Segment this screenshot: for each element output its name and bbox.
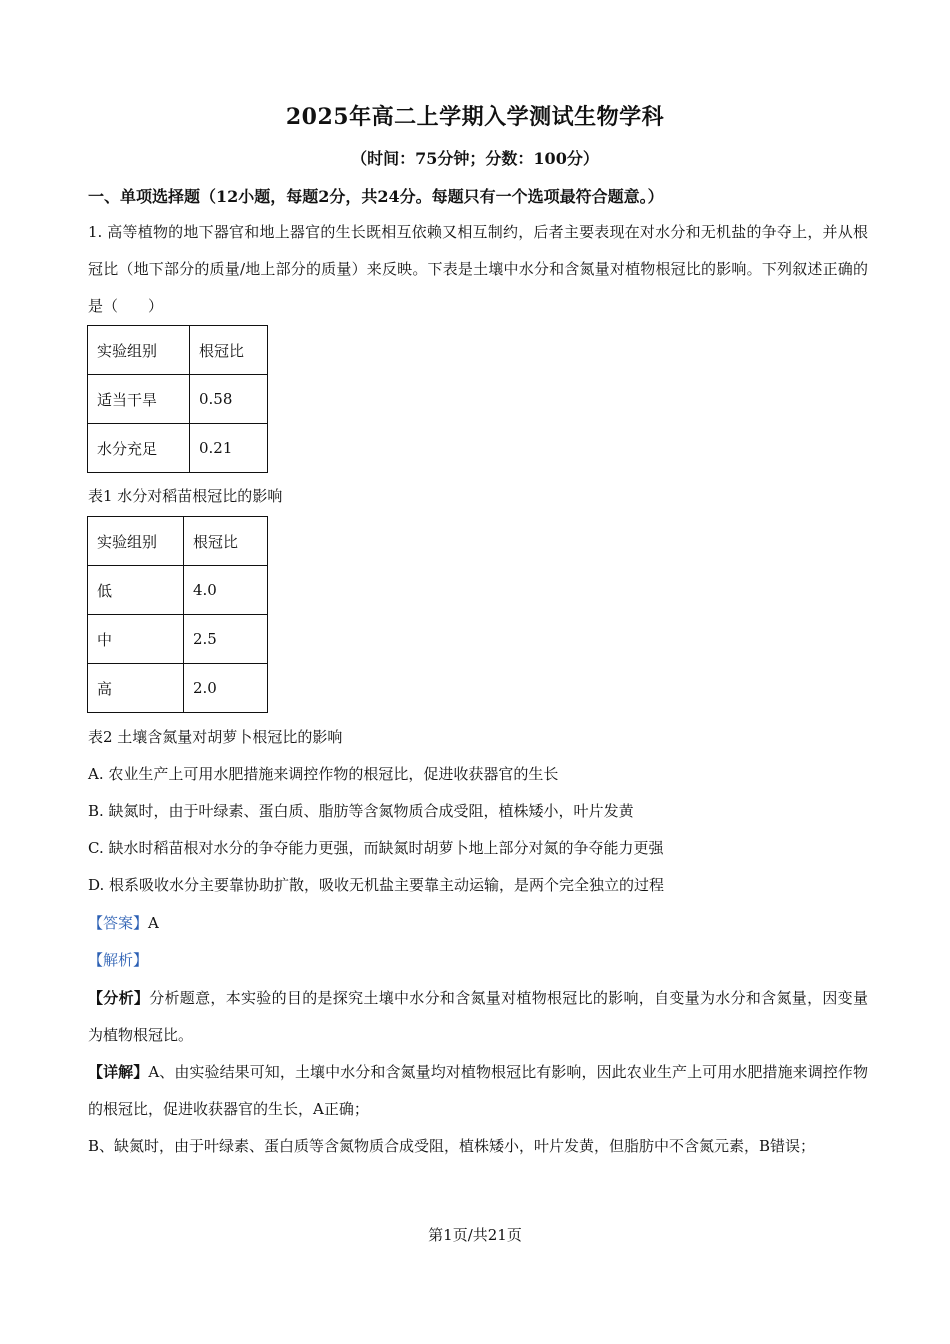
table-header-cell: 根冠比 xyxy=(190,326,268,375)
option-d: D. 根系吸收水分主要靠协助扩散，吸收无机盐主要靠主动运输，是两个完全独立的过程 xyxy=(88,876,665,894)
table-cell: 0.21 xyxy=(190,424,268,473)
option-a: A. 农业生产上可用水肥措施来调控作物的根冠比，促进收获器官的生长 xyxy=(88,765,559,783)
table-cell: 2.5 xyxy=(184,615,268,664)
page-number: 第1页/共21页 xyxy=(428,1226,522,1244)
answer-value: A xyxy=(148,914,159,932)
option-b: B. 缺氮时，由于叶绿素、蛋白质、脂肪等含氮物质合成受阻，植株矮小，叶片发黄 xyxy=(88,802,634,820)
option-c: C. 缺水时稻苗根对水分的争夺能力更强，而缺氮时胡萝卜地上部分对氮的争夺能力更强 xyxy=(88,839,664,857)
fenxi-paragraph xyxy=(88,980,868,1054)
xiangjie-text-a: A、由实验结果可知，土壤中水分和含氮量均对植物根冠比有影响，因此农业生产上可用水肥措施来调控作物的根冠比，促进收获器官的生长，A正确； xyxy=(88,1063,868,1118)
analysis-line xyxy=(88,948,868,972)
xiangjie-paragraph-a xyxy=(88,1054,868,1128)
table-header-row xyxy=(88,517,268,566)
table-header-cell: 实验组别 xyxy=(88,326,190,375)
table-nitrogen-effect xyxy=(87,516,268,713)
xiangjie-label: 【详解】 xyxy=(88,1063,149,1081)
table-header-cell: 实验组别 xyxy=(88,517,184,566)
page-title: 2025年高二上学期入学测试生物学科 xyxy=(285,104,665,130)
table-cell: 2.0 xyxy=(184,664,268,713)
answer-label: 【答案】 xyxy=(88,914,149,932)
table-row xyxy=(88,375,268,424)
table-header-cell: 根冠比 xyxy=(184,517,268,566)
table-water-effect xyxy=(87,325,268,473)
table2-caption: 表2 土壤含氮量对胡萝卜根冠比的影响 xyxy=(88,728,343,746)
table-cell: 适当干旱 xyxy=(88,375,190,424)
table-row xyxy=(88,566,268,615)
analysis-label: 【解析】 xyxy=(88,951,149,969)
table1-caption: 表1 水分对稻苗根冠比的影响 xyxy=(88,487,283,505)
xiangjie-paragraph-b: B、缺氮时，由于叶绿素、蛋白质等含氮物质合成受阻，植株矮小，叶片发黄，但脂肪中不含氮元素，B错误； xyxy=(88,1137,816,1155)
fenxi-label: 【分析】 xyxy=(88,989,150,1007)
table-cell: 水分充足 xyxy=(88,424,190,473)
table-cell: 中 xyxy=(88,615,184,664)
exam-info: （时间：75分钟；分数：100分） xyxy=(351,149,599,168)
table-cell: 高 xyxy=(88,664,184,713)
fenxi-text: 分析题意，本实验的目的是探究土壤中水分和含氮量对植物根冠比的影响，自变量为水分和含氮量，因变量为植物根冠比。 xyxy=(88,989,868,1044)
section-heading: 一、单项选择题（12小题，每题2分，共24分。每题只有一个选项最符合题意。） xyxy=(88,187,664,206)
table-cell: 4.0 xyxy=(184,566,268,615)
table-header-row xyxy=(88,326,268,375)
table-row xyxy=(88,615,268,664)
question-stem: 1. 高等植物的地下器官和地上器官的生长既相互依赖又相互制约，后者主要表现在对水分和无机盐的争夺上，并从根冠比（地下部分的质量/地上部分的质量）来反映。下表是土壤中水分和含氮量对植物根冠比的影响。下列叙述正确的是（ ） xyxy=(88,223,868,315)
table-row xyxy=(88,664,268,713)
table-cell: 0.58 xyxy=(190,375,268,424)
table-cell: 低 xyxy=(88,566,184,615)
answer-line xyxy=(88,911,868,935)
table-row xyxy=(88,424,268,473)
